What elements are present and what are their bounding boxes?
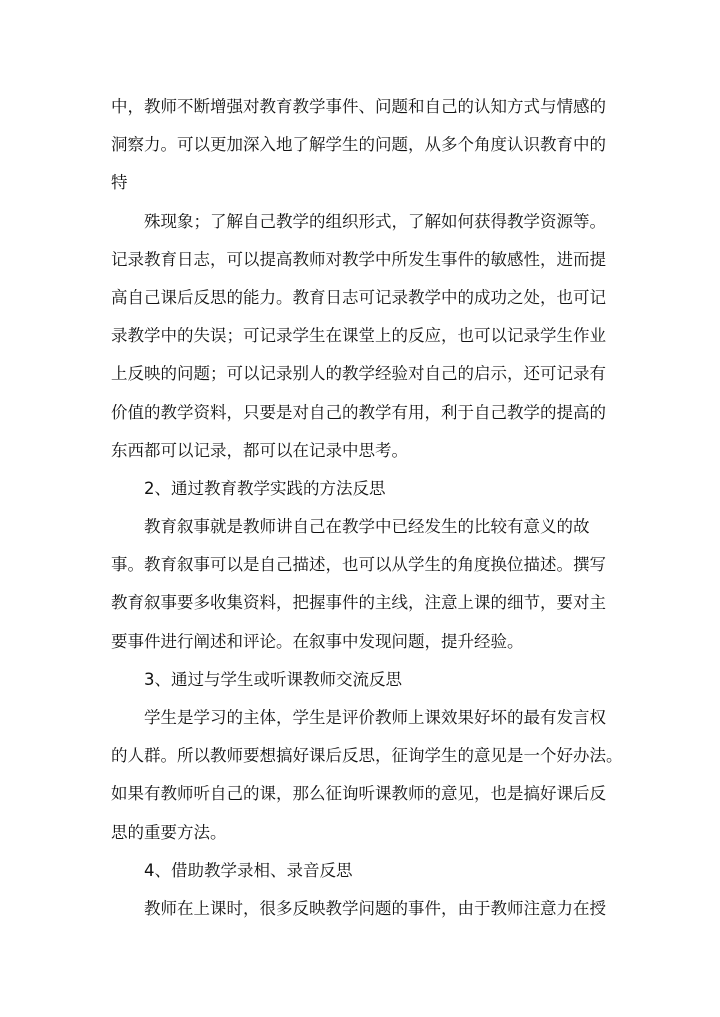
text-line: 教育叙事要多收集资料，把握事件的主线，注意上课的细节，要对主	[111, 593, 606, 613]
text-line: 2、通过教育教学实践的方法反思	[144, 478, 386, 498]
text-line: 3、通过与学生或听课教师交流反思	[144, 669, 402, 689]
text-line: 洞察力。可以更加深入地了解学生的问题，从多个角度认识教育中的	[111, 135, 606, 155]
text-line: 教师在上课时，很多反映教学问题的事件，由于教师注意力在授	[144, 898, 606, 918]
text-line: 事。教育叙事可以是自己描述，也可以从学生的角度换位描述。撰写	[111, 555, 606, 575]
text-line: 记录教育日志，可以提高教师对教学中所发生事件的敏感性，进而提	[111, 249, 606, 269]
document-body	[111, 88, 623, 928]
text-line: 4、借助教学录相、录音反思	[144, 860, 353, 880]
text-line: 录教学中的失误；可记录学生在课堂上的反应，也可以记录学生作业	[111, 326, 606, 346]
text-line: 上反映的问题；可以记录别人的教学经验对自己的启示，还可记录有	[111, 364, 606, 384]
text-line: 的人群。所以教师要想搞好课后反思，征询学生的意见是一个好办法。	[111, 746, 623, 766]
text-line: 学生是学习的主体，学生是评价教师上课效果好坏的最有发言权	[144, 708, 606, 727]
text-line: 思的重要方法。	[111, 822, 227, 842]
text-line: 如果有教师听自己的课，那么征询听课教师的意见，也是搞好课后反	[111, 784, 606, 804]
text-line: 要事件进行阐述和评论。在叙事中发现问题，提升经验。	[111, 631, 524, 651]
text-line: 高自己课后反思的能力。教育日志可记录教学中的成功之处，也可记	[111, 287, 606, 307]
text-line: 东西都可以记录，都可以在记录中思考。	[111, 440, 408, 460]
text-line: 中，教师不断增强对教育教学事件、问题和自己的认知方式与情感的	[111, 97, 606, 116]
text-line: 特	[111, 173, 128, 193]
text-line: 教育叙事就是教师讲自己在教学中已经发生的比较有意义的故	[144, 517, 590, 537]
text-line: 殊现象；了解自己教学的组织形式，了解如何获得教学资源等。	[144, 211, 606, 231]
text-line: 价值的教学资料，只要是对自己的教学有用，利于自己教学的提高的	[111, 402, 606, 422]
